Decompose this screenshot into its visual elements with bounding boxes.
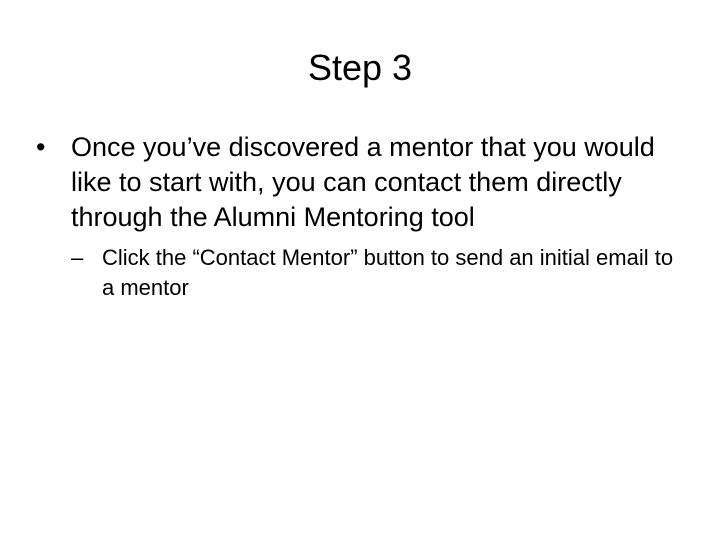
sub-bullet-text: Click the “Contact Mentor” button to send an initial email to a mentor — [102, 245, 674, 300]
sub-bullet-item — [71, 243, 684, 303]
bullet-text: Once you’ve discovered a mentor that you would like to start with, you can contact them directly through the Alumni Mentoring tool — [71, 132, 655, 232]
sub-bullet-list — [71, 243, 684, 303]
slide-title: Step 3 — [307, 47, 413, 88]
bullet-marker: • — [36, 132, 46, 162]
bullet-item — [36, 130, 684, 303]
bullet-list — [36, 130, 684, 303]
sub-bullet-marker: – — [71, 245, 84, 270]
